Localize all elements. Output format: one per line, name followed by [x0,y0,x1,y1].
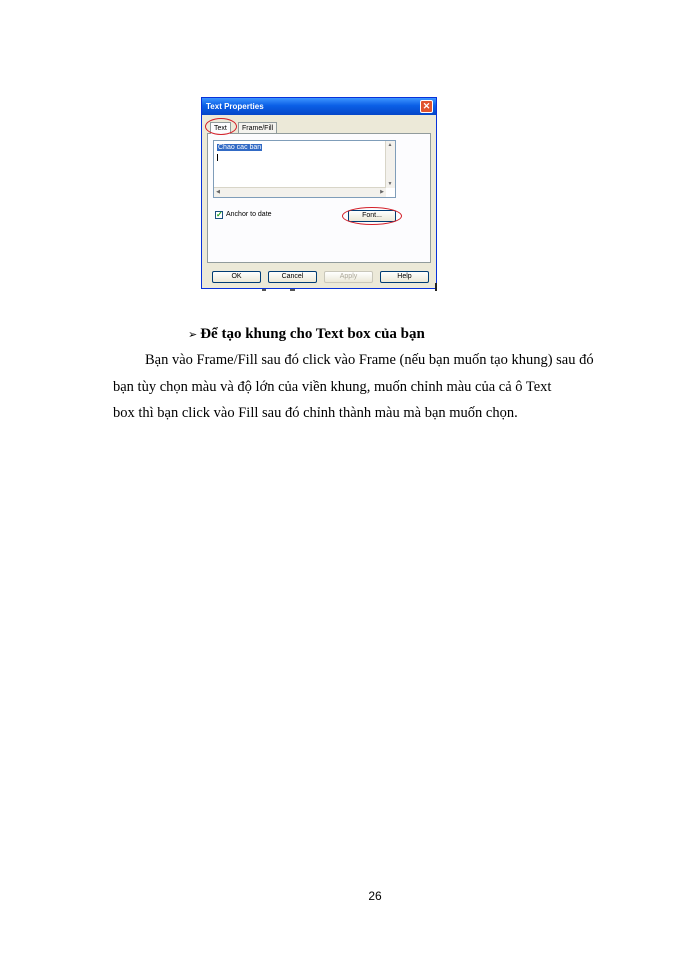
tab-text[interactable]: Text [210,122,231,134]
vertical-scrollbar[interactable] [385,141,395,188]
paragraph-line-text: bạn tùy chọn màu và độ lớn của viền khung, muốn chỉnh màu của cả ô Text [113,379,552,395]
tab-highlight-circle [205,118,237,135]
anchor-to-date-label: Anchor to date [226,211,272,218]
close-icon[interactable]: ✕ [420,100,433,113]
tab-frame-fill[interactable]: Frame/Fill [238,122,277,133]
cancel-button[interactable]: Cancel [268,271,317,283]
heading-text: Để tạo khung cho Text box của bạn [200,326,425,342]
apply-button[interactable]: Apply [324,271,373,283]
dialog-titlebar [202,98,436,115]
arrow-bullet-icon: ➢ [188,328,198,341]
text-properties-dialog [201,97,437,289]
font-highlight-circle [342,207,402,225]
paragraph-line [113,379,627,396]
page-number: 26 [368,889,382,903]
paragraph-line-text: box thì bạn click vào Fill sau đó chỉnh thành màu mà bạn muốn chọn. [113,405,518,421]
image-shadow [262,289,266,291]
text-input[interactable] [213,140,396,198]
text-caret [217,154,218,161]
font-button[interactable]: Font... [348,210,396,222]
image-shadow [435,283,437,291]
scroll-right-icon[interactable]: ▶ [380,189,384,195]
selected-text: Chao cac ban [218,144,262,151]
paragraph-line [113,405,627,422]
paragraph-line-text: Bạn vào Frame/Fill sau đó click vào Frame (nếu bạn muốn tạo khung) sau đó [145,352,594,368]
help-button[interactable]: Help [380,271,429,283]
image-shadow [290,289,295,291]
scroll-up-icon[interactable]: ▲ [387,142,393,148]
ok-button[interactable]: OK [212,271,261,283]
anchor-to-date-checkbox[interactable]: ✓ [216,210,223,219]
scroll-left-icon[interactable]: ◀ [216,189,220,195]
horizontal-scrollbar[interactable] [214,187,386,197]
section-heading [188,326,425,343]
paragraph-line [145,352,627,369]
scroll-down-icon[interactable]: ▼ [387,181,393,187]
dialog-title: Text Properties [206,102,264,111]
